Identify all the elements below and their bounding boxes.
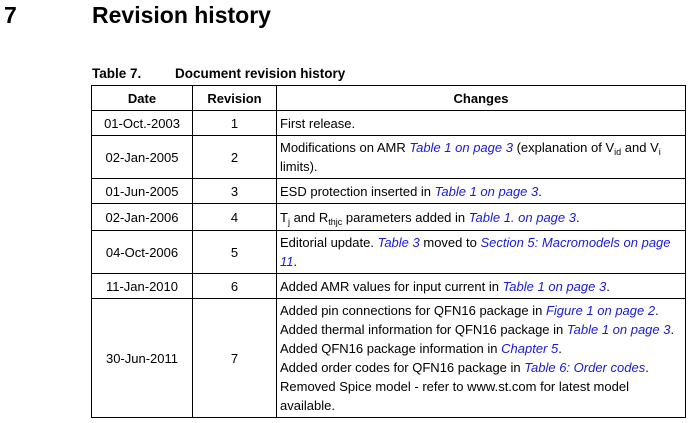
changes-text: moved to — [419, 235, 481, 250]
date-cell: 01-Oct.-2003 — [92, 111, 193, 136]
section-title: Revision history — [92, 2, 271, 28]
date-cell: 02-Jan-2006 — [92, 204, 193, 231]
order-codes-link[interactable]: Table 6: Order codes — [524, 360, 646, 375]
date-cell: 30-Jun-2011 — [92, 299, 193, 418]
table-row — [92, 204, 686, 231]
changes-cell — [277, 179, 686, 204]
changes-text: Added AMR values for input current in — [280, 278, 503, 294]
header-revision: Revision — [193, 86, 277, 111]
changes-cell — [277, 136, 686, 179]
changes-text: Added pin connections for QFN16 package in — [280, 303, 546, 318]
table-link[interactable]: Table 3 — [377, 235, 420, 250]
table-header-row — [92, 86, 686, 111]
changes-text: and V — [621, 140, 659, 155]
subscript: j — [287, 216, 290, 227]
changes-text: ESD protection inserted in — [280, 183, 435, 199]
table-link[interactable]: Table 1 on page 3 — [566, 322, 671, 337]
changes-text: Added thermal information for QFN16 package in — [280, 322, 567, 337]
changes-text: T — [280, 209, 288, 225]
table-row — [92, 111, 686, 136]
subscript: thjc — [328, 216, 343, 227]
revision-history-table — [91, 85, 686, 418]
table-link[interactable]: Table 1 on page 3 — [502, 278, 607, 294]
change-line — [280, 320, 681, 339]
change-line — [280, 301, 681, 320]
revision-cell: 6 — [193, 274, 277, 299]
changes-cell — [277, 274, 686, 299]
changes-text: . — [606, 278, 610, 294]
revision-cell: 2 — [193, 136, 277, 179]
table-link[interactable]: Table 1 on page 3 — [434, 183, 539, 199]
table-row — [92, 274, 686, 299]
revision-cell: 1 — [193, 111, 277, 136]
changes-text: limits). — [280, 159, 318, 174]
subscript: id — [614, 147, 622, 157]
subscript: i — [658, 147, 661, 157]
changes-cell — [277, 231, 686, 274]
revision-cell: 3 — [193, 179, 277, 204]
changes-text: . — [670, 322, 675, 337]
table-caption-number: Table 7. — [92, 66, 142, 81]
change-line — [280, 358, 681, 377]
changes-text: First release. — [280, 115, 356, 131]
section-link[interactable]: Section 5: Macromodels on page 11 — [280, 235, 671, 269]
change-line — [280, 339, 681, 358]
changes-text: . — [655, 303, 659, 318]
table-caption-title: Document revision history — [175, 66, 346, 81]
date-cell: 04-Oct-2006 — [92, 231, 193, 274]
changes-text: and R — [289, 209, 329, 225]
changes-text: Modifications on AMR — [280, 140, 410, 155]
date-cell: 02-Jan-2005 — [92, 136, 193, 179]
header-date: Date — [92, 86, 193, 111]
table-link[interactable]: Table 1 on page 3 — [409, 140, 513, 155]
revision-cell: 4 — [193, 204, 277, 231]
changes-text: . — [645, 360, 649, 375]
changes-cell — [277, 111, 686, 136]
changes-text: . — [558, 341, 562, 356]
figure-link[interactable]: Figure 1 on page 2 — [545, 303, 656, 318]
date-cell: 01-Jun-2005 — [92, 179, 193, 204]
changes-text: Added order codes for QFN16 package in — [280, 360, 525, 375]
date-cell: 11-Jan-2010 — [92, 274, 193, 299]
chapter-link[interactable]: Chapter 5 — [501, 341, 559, 356]
changes-text: . — [575, 209, 580, 225]
changes-text: Added QFN16 package information in — [280, 341, 502, 356]
table-row — [92, 179, 686, 204]
revision-cell: 7 — [193, 299, 277, 418]
section-number: 7 — [4, 2, 17, 28]
header-changes: Changes — [277, 86, 686, 111]
table-caption — [92, 66, 346, 81]
table-row — [92, 299, 686, 418]
changes-text: parameters added in — [342, 209, 469, 225]
change-line: Removed Spice model - refer to www.st.com for latest model available. — [280, 379, 629, 413]
changes-text: . — [293, 254, 298, 269]
changes-cell — [277, 299, 686, 418]
revision-cell: 5 — [193, 231, 277, 274]
changes-cell — [277, 204, 686, 231]
table-row — [92, 136, 686, 179]
changes-text: (explanation of V — [512, 140, 615, 155]
table-link[interactable]: Table 1. on page 3 — [468, 209, 576, 225]
table-row — [92, 231, 686, 274]
changes-text: Editorial update. — [280, 235, 378, 250]
changes-text: . — [538, 183, 542, 199]
